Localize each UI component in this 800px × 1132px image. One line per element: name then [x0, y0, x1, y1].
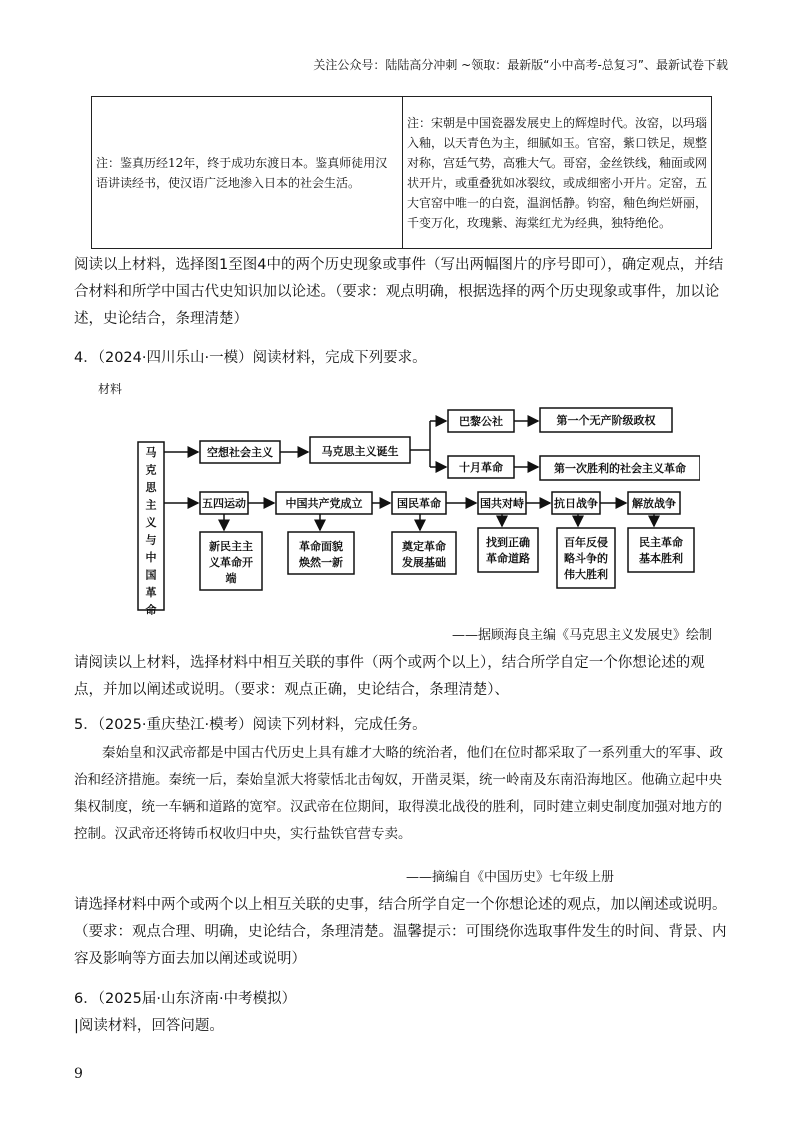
bottom-result: 伟大胜利: [564, 568, 608, 581]
q4-requirement: 请阅读以上材料，选择材料中相互关联的事件（两个或两个以上），结合所学自定一个你想论述的观点，并加以阐述或说明。（要求：观点正确，史论结合，条理清楚）、: [74, 655, 705, 698]
q5-material: 秦始皇和汉武帝都是中国古代历史上具有雄才大略的统治者，他们在位时都采取了一系列重大的军事、政治和经济措施。秦统一后，秦始皇派大将蒙恬北击匈奴，开凿灵渠，统一岭南及东南沿海地区。他确立起中央集权制度，统一车辆和道路的宽窄。汉武帝在位期间，取得漠北战役的胜利，同时建立刺史制度加强对地方的控制。汉武帝还将铸币权收归中央，实行盐铁官营专卖。: [74, 745, 723, 842]
marxism-diagram: [120, 400, 700, 615]
q6-title: 6．（2025届·山东济南·中考模拟）: [74, 991, 297, 1007]
root-label: 国: [145, 568, 157, 582]
bottom-result: 民主革命: [639, 536, 683, 549]
bottom-result: 略斗争的: [564, 552, 608, 565]
note-jianzhen: 注：鉴真历经12年，终于成功东渡日本。鉴真师徒用汉语讲读经书，使汉语广泛地渗入日本的社会生活。: [92, 97, 403, 249]
bottom-result: 找到正确: [486, 536, 530, 549]
root-label: 命: [145, 603, 157, 615]
bottom-result: 新民主主: [209, 540, 253, 553]
bottom-event: 抗日战争: [554, 497, 598, 510]
bottom-result: 奠定革命: [402, 540, 446, 553]
q5-requirement: 请选择材料中两个或两个以上相互关联的史事，结合所学自定一个你想论述的观点，加以阐述或说明。（要求：观点合理、明确，史论结合，条理清楚。温馨提示：可围绕你选取事件发生的时间、背景、内容及影响等方面去加以阐述或说明）: [74, 897, 727, 967]
root-label: 马: [145, 446, 157, 459]
bottom-event: 中国共产党成立: [285, 497, 363, 510]
branch-result: 第一个无产阶级政权: [556, 414, 656, 427]
bottom-result: 百年反侵: [564, 536, 608, 549]
q4-title: 4．（2024·四川乐山·一模）阅读材料，完成下列要求。: [74, 350, 427, 366]
branch-result: 第一次胜利的社会主义革命: [554, 462, 686, 475]
material-label: 材料: [98, 382, 123, 396]
root-label: 克: [145, 463, 157, 477]
bottom-result: 端: [225, 572, 237, 585]
q3-requirement: 阅读以上材料，选择图1至图4中的两个历史现象或事件（写出两幅图片的序号即可），确定观点，并结合材料和所学中国古代史知识加以论述。（要求：观点明确，根据选择的两个历史现象或事件，加以论述，史论结合，条理清楚）: [74, 257, 724, 327]
root-label: 革: [145, 586, 157, 599]
bottom-event: 解放战争: [632, 497, 676, 510]
root-label: 与: [145, 533, 157, 547]
bottom-event: 国共对峙: [480, 497, 524, 510]
note-song-porcelain: 注：宋朝是中国瓷器发展史上的辉煌时代。汝窑，以玛瑙入釉，以天青色为主，细腻如玉。官窑，紫口铁足，规整对称，宫廷气势，高雅大气。哥窑，金丝铁线，釉面或网状开片，或重叠犹如冰裂纹，或成细密小开片。定窑，五大官窑中唯一的白瓷，温润恬静。钧窑，釉色绚烂妍丽，千变万化，玫瑰紫、海棠红尤为经典，独特绝伦。: [403, 97, 712, 249]
root-label: 义: [145, 516, 157, 529]
page-number: 9: [74, 1066, 83, 1082]
bottom-result: 革命道路: [486, 552, 530, 565]
top-utopian: 空想社会主义: [207, 446, 273, 459]
notes-table: [91, 96, 712, 249]
bottom-result: 焕然一新: [299, 556, 343, 569]
root-label: 中: [145, 551, 157, 564]
page-header: 关注公众号：陆陆高分冲刺 ~领取：最新版“小中高考-总复习”、最新试卷下载: [313, 58, 728, 72]
q4-source: ——据顾海良主编《马克思主义发展史》绘制: [451, 628, 712, 643]
bottom-result: 发展基础: [402, 556, 446, 569]
bottom-result: 基本胜利: [639, 552, 683, 565]
q6-instruction: |阅读材料，回答问题。: [74, 1018, 224, 1034]
bottom-result: 义革命开: [209, 556, 253, 569]
bottom-event: 五四运动: [202, 497, 246, 510]
q5-source: ——摘编自《中国历史》七年级上册: [405, 870, 614, 885]
branch-event: 十月革命: [459, 461, 503, 474]
bottom-result: 革命面貌: [299, 540, 343, 553]
root-label: 思: [145, 481, 157, 494]
q5-title: 5．（2025·重庆垫江·模考）阅读下列材料，完成任务。: [74, 717, 427, 733]
root-label: 主: [145, 498, 157, 512]
bottom-event: 国民革命: [397, 497, 441, 510]
q6-block: [74, 986, 730, 1040]
branch-event: 巴黎公社: [459, 415, 503, 428]
top-marxism: 马克思主义诞生: [321, 445, 399, 458]
